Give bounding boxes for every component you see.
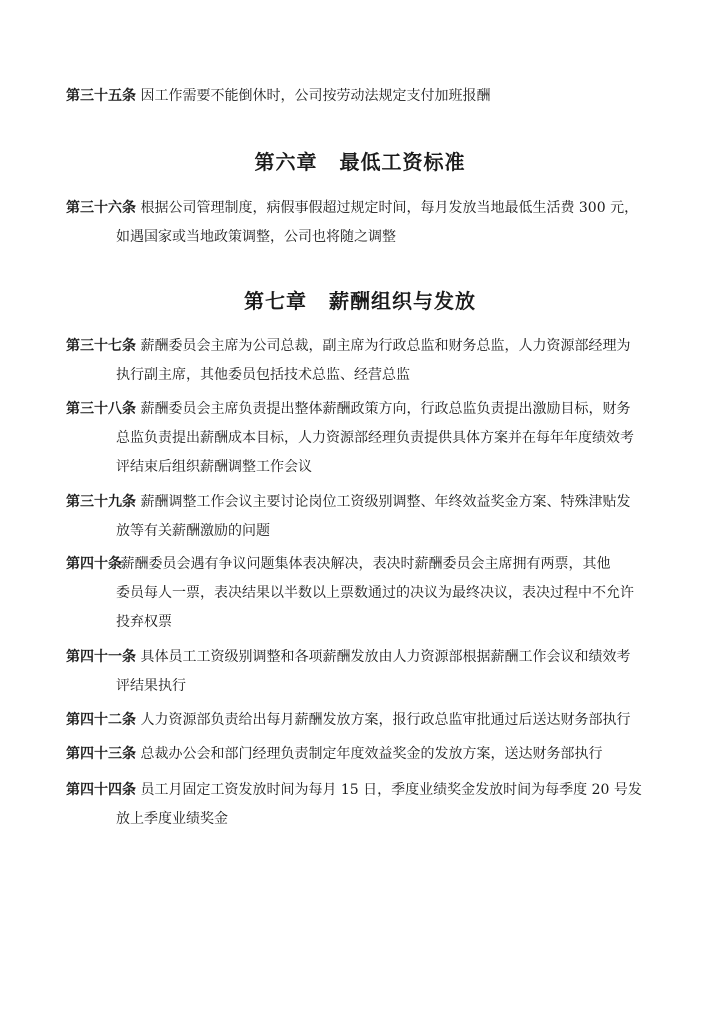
article-text: 评结束后组织薪酬调整工作会议 xyxy=(116,459,312,475)
article-36 xyxy=(66,194,666,252)
article-text: 薪酬调整工作会议主要讨论岗位工资级别调整、年终效益奖金方案、特殊津贴发 xyxy=(140,494,631,510)
article-44 xyxy=(66,776,666,834)
article-39 xyxy=(66,488,666,546)
article-label: 第三十七条 xyxy=(66,338,136,354)
chapter-number: 第六章 xyxy=(254,150,318,174)
article-42 xyxy=(66,706,666,735)
chapter-title: 薪酬组织与发放 xyxy=(329,289,476,313)
article-40 xyxy=(66,550,666,637)
article-text: 员工月固定工资发放时间为每月 15 日，季度业绩奖金发放时间为每季度 20 号发 xyxy=(140,782,642,798)
article-text: 如遇国家或当地政策调整，公司也将随之调整 xyxy=(116,229,396,245)
article-text: 薪酬委员会主席为公司总裁，副主席为行政总监和财务总监，人力资源部经理为 xyxy=(140,338,631,354)
article-43 xyxy=(66,740,666,769)
article-label: 第四十一条 xyxy=(66,649,136,665)
article-text: 薪酬委员会主席负责提出整体薪酬政策方向，行政总监负责提出激励目标，财务 xyxy=(140,401,631,417)
article-label: 第三十八条 xyxy=(66,401,136,417)
article-label: 第四十二条 xyxy=(66,712,136,728)
article-text: 评结果执行 xyxy=(116,678,186,694)
chapter-heading-6 xyxy=(0,146,720,175)
article-label: 第四十三条 xyxy=(66,746,136,762)
article-text: 具体员工工资级别调整和各项薪酬发放由人力资源部根据薪酬工作会议和绩效考 xyxy=(140,649,631,665)
article-text: 执行副主席，其他委员包括技术总监、经营总监 xyxy=(116,367,410,383)
article-label: 第四十四条 xyxy=(66,782,136,798)
article-label: 第三十五条 xyxy=(66,88,136,104)
article-text: 放等有关薪酬激励的问题 xyxy=(116,523,270,539)
article-text: 委员每人一票，表决结果以半数以上票数通过的决议为最终决议，表决过程中不允许 xyxy=(116,585,634,601)
article-text: 总裁办公会和部门经理负责制定年度效益奖金的发放方案，送达财务部执行 xyxy=(140,746,603,762)
article-text: 根据公司管理制度，病假事假超过规定时间，每月发放当地最低生活费 300 元， xyxy=(140,200,639,216)
article-41 xyxy=(66,643,666,701)
article-38 xyxy=(66,395,666,482)
article-35 xyxy=(66,82,666,111)
article-text: 薪酬委员会遇有争议问题集体表决解决，表决时薪酬委员会主席拥有两票，其他 xyxy=(120,556,611,572)
article-37 xyxy=(66,332,666,390)
article-text: 因工作需要不能倒休时，公司按劳动法规定支付加班报酬 xyxy=(140,88,491,104)
article-text: 投弃权票 xyxy=(116,614,172,630)
chapter-title: 最低工资标准 xyxy=(339,150,466,174)
chapter-heading-7 xyxy=(0,285,720,314)
chapter-number: 第七章 xyxy=(244,289,307,313)
article-text: 总监负责提出薪酬成本目标，人力资源部经理负责提供具体方案并在每年年度绩效考 xyxy=(116,430,634,446)
article-label: 第四十条 xyxy=(66,556,122,572)
article-text: 人力资源部负责给出每月薪酬发放方案，报行政总监审批通过后送达财务部执行 xyxy=(140,712,631,728)
article-label: 第三十六条 xyxy=(66,200,136,216)
article-text: 放上季度业绩奖金 xyxy=(116,811,228,827)
article-label: 第三十九条 xyxy=(66,494,136,510)
